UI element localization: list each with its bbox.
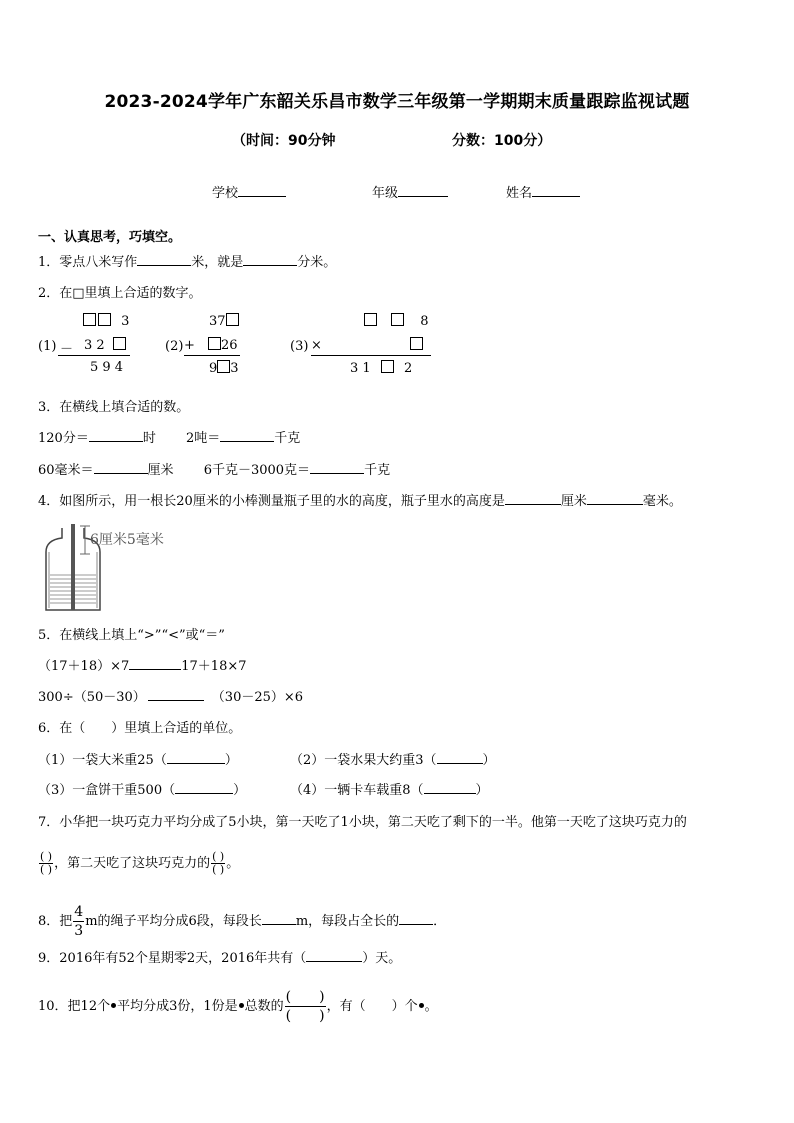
digit-box[interactable] [98,313,111,326]
q2-p2-result: 9 3 [209,361,239,376]
exam-score: 分数：100分） [452,133,552,149]
q3-line-1: 120分＝ 时 2吨＝ 千克 [38,427,300,446]
q2-p1-line [58,355,130,356]
question-6: 6．在（ ）里填上合适的单位。 [38,721,242,736]
question-9: 9．2016年有52个星期零2天，2016年共有（ ）天。 [38,947,401,966]
grade-blank[interactable] [398,183,448,197]
q5-blank-2[interactable] [148,687,204,701]
q2-p1-mid: 3 2 [84,337,126,353]
q3-line-2: 60毫米＝ 厘米 6千克－3000克＝ 千克 [38,459,390,478]
q6-item-1: （1）一袋大米重25（ ） [38,749,238,768]
q2-p2-mid: 26 [208,337,238,353]
q3-blank-4[interactable] [310,460,364,474]
question-1: 1．零点八米写作 米，就是 分米。 [38,251,336,270]
q2-p1-op: － [60,342,74,357]
stick-icon [71,524,75,610]
q5-line-1: （17＋18）×7 17＋18×7 [38,655,247,674]
digit-box[interactable] [217,360,230,373]
q2-p2-top: 37 [209,313,239,329]
q2-p1-label: (1) [38,339,57,354]
q9-blank[interactable] [306,948,362,962]
q6-blank-3[interactable] [175,780,233,794]
q1-blank-2[interactable] [243,252,297,266]
question-5: 5．在横线上填上“>”“<”或“＝” [38,628,225,643]
q6-item-3: （3）一盒饼干重500（ ） [38,779,246,798]
exam-time: （时间：90分钟 [232,133,336,149]
figure-label: 6厘米5毫米 [90,532,164,548]
q5-line-2: 300÷（50－30） （30－25）×6 [38,686,303,705]
q7-fraction-2[interactable]: $\frac{( )}{( )}$ [212,850,225,876]
q2-p2-line [184,355,240,356]
q2-p3-op: × [311,338,322,353]
q2-p2-op: + [184,338,195,353]
dot-icon [419,1003,424,1008]
q2-p3-top: 8 [364,313,429,329]
q8-blank-1[interactable] [262,911,296,925]
q2-p2-label: (2) [165,339,184,354]
q8-fraction: $\frac{4}{3}$ [74,904,84,939]
digit-box[interactable] [381,360,394,373]
q7-fraction-1[interactable]: $\frac{( )}{( )}$ [40,850,53,876]
q4-blank-2[interactable] [587,491,643,505]
q8-blank-2[interactable] [399,911,433,925]
dot-icon [239,1003,244,1008]
q2-p3-result: 3 1 2 [350,361,413,376]
digit-box[interactable] [410,337,423,350]
digit-box[interactable] [391,313,404,326]
digit-box[interactable] [364,313,377,326]
name-blank[interactable] [532,183,580,197]
q3-blank-1[interactable] [89,428,143,442]
q10-fraction[interactable]: $\frac{( )}{( )}$ [285,989,325,1024]
q2-p3-mid [410,337,423,353]
q3-blank-3[interactable] [94,460,148,474]
q6-blank-1[interactable] [167,750,225,764]
grade-label: 年级 [372,186,399,201]
q4-blank-1[interactable] [505,491,561,505]
school-blank[interactable] [238,183,286,197]
q2-p3-line [311,355,431,356]
digit-box[interactable] [226,313,239,326]
digit-box[interactable] [83,313,96,326]
school-field[interactable] [212,182,286,201]
grade-field[interactable] [372,182,448,201]
digit-box[interactable] [113,337,126,350]
question-8: 8．把 $\frac{4}{3}$ m的绳子平均分成6段，每段长 m，每段占全长的 ． [38,904,447,939]
q6-blank-2[interactable] [437,750,483,764]
q2-p1-top: 3 [83,313,129,329]
question-7: 7．小华把一块巧克力平均分成了5小块，第一天吃了1小块，第二天吃了剩下的一半。他第一天吃了这块巧克力的 [38,815,687,830]
question-4: 4．如图所示，用一根长20厘米的小棒测量瓶子里的水的高度，瓶子里水的高度是 厘米 毫米。 [38,490,682,509]
q6-blank-4[interactable] [424,780,476,794]
question-3: 3．在横线上填合适的数。 [38,400,190,415]
bottle-figure [40,522,180,614]
name-field[interactable] [506,182,580,201]
q1-blank-1[interactable] [137,252,191,266]
question-2: 2．在□里填上合适的数字。 [38,286,202,301]
q6-item-2: （2）一袋水果大约重3（ ） [290,749,496,768]
q2-p3-label: (3) [290,339,309,354]
digit-box[interactable] [208,337,221,350]
school-label: 学校 [212,186,239,201]
section-heading: 一、认真思考，巧填空。 [38,230,182,245]
q2-p1-result: 5 9 4 [90,360,124,375]
q3-blank-2[interactable] [220,428,274,442]
question-10: 10．把12个 平均分成3份，1份是 总数的 $\frac{( )}{( )}$ ，有（ ）个 。 [38,989,438,1024]
q7-line-2: $\frac{( )}{( )}$ ，第二天吃了这块巧克力的 $\frac{( )}{( )}$ 。 [40,850,240,876]
page-title: 2023-2024学年广东韶关乐昌市数学三年级第一学期期末质量跟踪监视试题 [104,92,690,112]
name-label: 姓名 [506,186,533,201]
q6-item-4: （4）一辆卡车载重8（ ） [290,779,489,798]
dot-icon [111,1003,116,1008]
q5-blank-1[interactable] [129,656,181,670]
